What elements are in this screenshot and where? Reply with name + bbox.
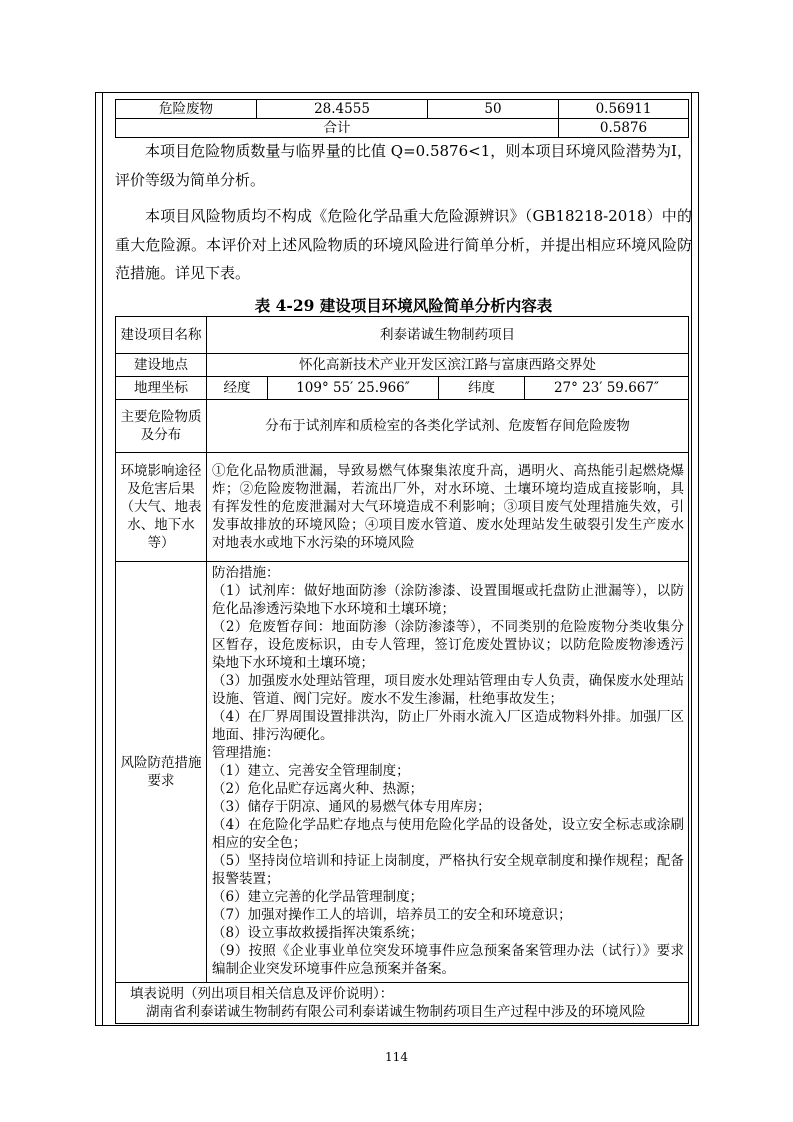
measures-label: 风险防范措施要求 bbox=[116, 562, 207, 983]
paragraph-risk-potential: 本项目危险物质数量与临界量的比值 Q=0.5876<1，则本项目环境风险潜势为Ⅰ，评价等级为简单分析。 bbox=[115, 142, 692, 189]
project-name-value: 利泰诺诚生物制药项目 bbox=[207, 317, 689, 354]
measure-line: （1）试剂库：做好地面防渗（涂防渗漆、设置围堰或托盘防止泄漏等），以防危化品渗透污染地下水环境和土壤环境； bbox=[212, 583, 684, 617]
measure-line: （2）危废暂存间：地面防渗（涂防渗漆等），不同类别的危险废物分类收集分区暂存，设危废标识，由专人管理，签订危废处置协议；以防危险废物渗透污染地下水环境和土壤环境； bbox=[212, 619, 684, 671]
table-cell: 50 bbox=[428, 100, 559, 119]
measure-line: （9）按照《企业事业单位突发环境事件应急预案备案管理办法（试行）》要求编制企业突发环境事件应急预案并备案。 bbox=[212, 943, 684, 977]
total-label: 合计 bbox=[116, 119, 559, 138]
table-row bbox=[116, 317, 689, 354]
measure-line: （1）建立、完善安全管理制度； bbox=[212, 763, 410, 779]
note-cell bbox=[116, 983, 689, 1024]
table-cell: 0.56911 bbox=[559, 100, 689, 119]
risk-analysis-table bbox=[115, 316, 689, 1024]
latitude-label: 纬度 bbox=[439, 377, 525, 400]
hazard-value: 分布于试剂库和质检室的各类化学试剂、危废暂存间危险废物 bbox=[207, 400, 689, 453]
table-row bbox=[116, 100, 689, 119]
measure-line: （4）在厂界周围设置排洪沟，防止厂外雨水流入厂区造成物料外排。加强厂区地面、排污沟硬化。 bbox=[212, 709, 684, 743]
impact-value bbox=[207, 453, 689, 562]
longitude-value: 109° 55′ 25.966″ bbox=[268, 377, 439, 400]
table-row bbox=[116, 562, 689, 983]
total-value: 0.5876 bbox=[559, 119, 689, 138]
longitude-label: 经度 bbox=[207, 377, 268, 400]
table-row bbox=[116, 453, 689, 562]
table-row bbox=[116, 400, 689, 453]
table-row bbox=[116, 354, 689, 377]
location-value: 怀化高新技术产业开发区滨江路与富康西路交界处 bbox=[207, 354, 689, 377]
measure-line: 管理措施： bbox=[212, 745, 280, 761]
table-cell: 28.4555 bbox=[257, 100, 428, 119]
location-label: 建设地点 bbox=[116, 354, 207, 377]
note-label: 填表说明（列出项目相关信息及评价说明）： bbox=[130, 986, 394, 1002]
measure-line: （3）加强废水处理站管理，项目废水处理站管理由专人负责，确保废水处理站设施、管道、阀门完好。废水不发生渗漏，杜绝事故发生； bbox=[212, 673, 684, 707]
measure-line: （2）危化品贮存远离火种、热源； bbox=[212, 781, 424, 797]
coord-label: 地理坐标 bbox=[116, 377, 207, 400]
table-row bbox=[116, 983, 689, 1024]
table-caption: 表 4-29 建设项目环境风险简单分析内容表 bbox=[254, 296, 553, 315]
measure-line: （6）建立完善的化学品管理制度； bbox=[212, 889, 424, 905]
measure-line: 防治措施： bbox=[212, 565, 280, 581]
measure-line: （5）坚持岗位培训和持证上岗制度，严格执行安全规章制度和操作规程；配备报警装置； bbox=[212, 853, 684, 887]
project-name-label: 建设项目名称 bbox=[116, 317, 207, 354]
hazard-quantity-table bbox=[115, 99, 689, 138]
paragraph-major-hazard: 本项目风险物质均不构成《危险化学品重大危险源辨识》（GB18218-2018）中的重大危险源。本评价对上述风险物质的环境风险进行简单分析，并提出相应环境风险防范措施。详见下表。 bbox=[115, 207, 692, 282]
table-cell: 危险废物 bbox=[116, 100, 257, 119]
measures-value bbox=[207, 562, 689, 983]
measure-line: （7）加强对操作工人的培训，培养员工的安全和环境意识； bbox=[212, 907, 572, 923]
measure-line: （4）在危险化学品贮存地点与使用危险化学品的设备处，设立安全标志或涂刷相应的安全色； bbox=[212, 817, 684, 851]
table-row bbox=[116, 119, 689, 138]
latitude-value: 27° 23′ 59.667″ bbox=[525, 377, 689, 400]
page-number: 114 bbox=[385, 1050, 408, 1064]
hazard-label: 主要危险物质及分布 bbox=[116, 400, 207, 453]
impact-text: ①危化品物质泄漏，导致易燃气体聚集浓度升高，遇明火、高热能引起燃烧爆炸；②危险废物泄漏，若流出厂外，对水环境、土壤环境均造成直接影响，具有挥发性的危废泄漏对大气环境造成不利影响；③项目废气处理措施失效，引发事故排放的环境风险；④项目废水管道、废水处理站发生破裂引发生产废水对地表水或地下水污染的环境风险 bbox=[212, 463, 684, 551]
measure-line: （8）设立事故救援指挥决策系统； bbox=[212, 925, 424, 941]
measure-line: （3）储存于阴凉、通风的易燃气体专用库房； bbox=[212, 799, 491, 815]
note-text: 湖南省利泰诺诚生物制药有限公司利泰诺诚生物制药项目生产过程中涉及的环境风险 bbox=[146, 1004, 646, 1020]
impact-label: 环境影响途径及危害后果（大气、地表水、地下水等） bbox=[116, 453, 207, 562]
table-row bbox=[116, 377, 689, 400]
